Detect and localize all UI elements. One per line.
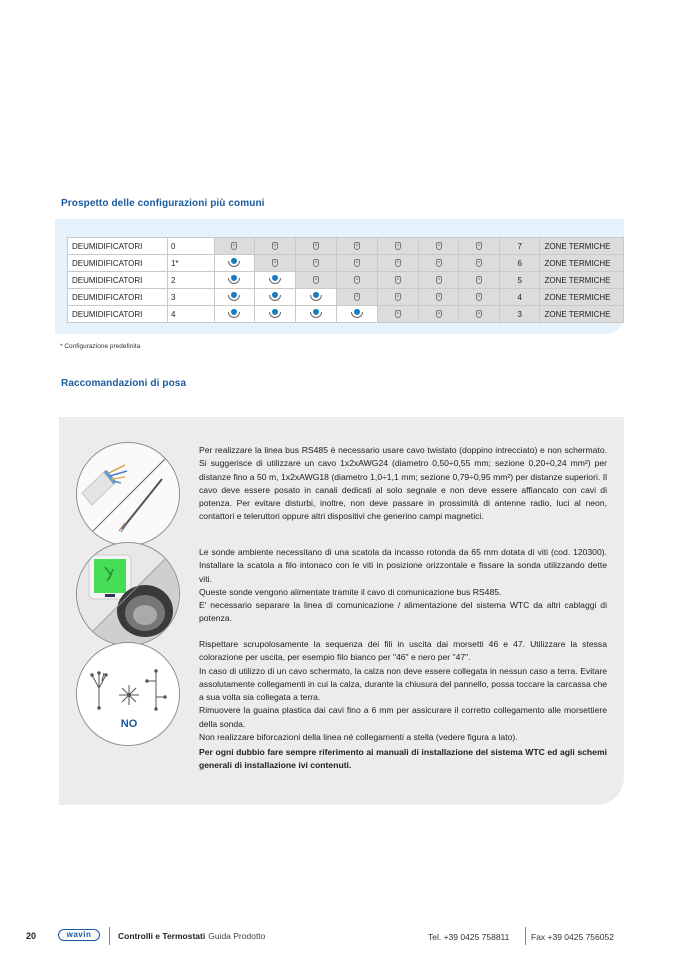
footer-title-bold: Controlli e Termostati (118, 931, 206, 941)
dehumidifier-drop-icon (350, 309, 364, 319)
dehumidifier-drop-icon (227, 275, 241, 285)
thermostat-probe-icon (395, 293, 401, 301)
thermostat-probe-icon (436, 276, 442, 284)
paragraph-sonde-line: Queste sonde vengono alimentate tramite il cavo di comunicazione bus RS485. (199, 586, 502, 597)
thermostat-probe-icon (354, 242, 360, 250)
thermostat-probe-icon (436, 310, 442, 318)
dehumidifier-count: 4 (167, 306, 214, 323)
sonda-image (76, 542, 180, 646)
footer-fax: Fax +39 0425 756052 (531, 932, 614, 942)
thermostat-probe-icon (354, 259, 360, 267)
zone-cell (337, 289, 378, 306)
thermostat-probe-icon (354, 293, 360, 301)
dehumidifier-cell (255, 306, 296, 323)
row-label: DEUMIDIFICATORI (68, 255, 168, 272)
zone-label: ZONE TERMICHE (540, 289, 624, 306)
paragraph-sonde-line: E' necessario separare la linea di comunicazione / alimentazione del sistema WTC da altri cablaggi di potenza. (199, 600, 607, 624)
config-table-row (68, 255, 624, 272)
zone-cell (337, 238, 378, 255)
dehumidifier-cell (296, 289, 337, 306)
thermostat-probe-icon (354, 276, 360, 284)
dehumidifier-count: 2 (167, 272, 214, 289)
paragraph-wiring-line: In caso di utilizzo di un cavo schermato, la calza non deve essere collegata in nessun caso a terra. Evitare assolutamente collegamenti in cui la calza, durante la chiusura del pannello, possa toccare la carcassa che a sua volta sia collegata a terra. (199, 665, 607, 703)
zone-cell (296, 255, 337, 272)
thermostat-probe-icon (395, 242, 401, 250)
row-label: DEUMIDIFICATORI (68, 306, 168, 323)
zone-cell (378, 272, 419, 289)
zone-count: 4 (499, 289, 540, 306)
zone-cell (418, 238, 459, 255)
thermostat-probe-icon (272, 242, 278, 250)
thermostat-probe-icon (476, 259, 482, 267)
dehumidifier-count: 1* (167, 255, 214, 272)
paragraph-wiring-line: Rimuovere la guaina plastica dai cavi fino a 6 mm per assicurare il corretto collegamento alle morsettiere della sonda. (199, 705, 607, 729)
paragraph-cable-text: Per realizzare la linea bus RS485 è necessario usare cavo twistato (doppino intrecciato) e non schermato. Si suggerisce di utilizzare un cavo 1x2xAWG24 (diametro 0,50÷0,55 mm; sezione 0,20÷0,24 mm²) per distanze fino a 50 m, 1x2xAWG18 (diametro 1,0÷1,1 mm; sezione 0,79÷0,95 mm²) per distanze superiori. Il cavo deve essere posato in canali dedicati al solo segnale e non deve essere affiancato con cavi di potenza. Per evitare disturbi, inoltre, non deve passare in prossimità di antenne radio, luci al neon, contattori e teleruttori oppure altri dispositivi che generino campi magnetici. (199, 445, 607, 522)
zone-cell (337, 272, 378, 289)
dehumidifier-cell (214, 289, 255, 306)
footer-title-light: Guida Prodotto (208, 931, 266, 941)
dehumidifier-count: 0 (167, 238, 214, 255)
config-table-panel (55, 219, 624, 334)
thermostat-probe-icon (272, 259, 278, 267)
thermostat-probe-icon (476, 310, 482, 318)
thermostat-probe-icon (476, 293, 482, 301)
zone-cell (378, 289, 419, 306)
zone-cell (418, 306, 459, 323)
page-number: 20 (26, 931, 37, 941)
zone-cell (418, 272, 459, 289)
dehumidifier-drop-icon (227, 292, 241, 302)
zone-cell (459, 238, 500, 255)
config-section-title: Prospetto delle configurazioni più comuni (61, 198, 265, 209)
thermostat-probe-icon (476, 276, 482, 284)
dehumidifier-drop-icon (227, 309, 241, 319)
paragraph-reference-note (199, 746, 607, 773)
wavin-logo: wavin (58, 929, 100, 941)
thermostat-probe-icon (313, 276, 319, 284)
zone-cell (214, 238, 255, 255)
thermostat-probe-icon (395, 259, 401, 267)
zone-count: 5 (499, 272, 540, 289)
dehumidifier-drop-icon (268, 309, 282, 319)
zone-cell (459, 255, 500, 272)
zone-cell (378, 255, 419, 272)
zone-cell (459, 289, 500, 306)
thermostat-probe-icon (436, 293, 442, 301)
dehumidifier-cell (255, 289, 296, 306)
zone-label: ZONE TERMICHE (540, 238, 624, 255)
zone-cell (378, 306, 419, 323)
row-label: DEUMIDIFICATORI (68, 238, 168, 255)
zone-cell (337, 255, 378, 272)
dehumidifier-drop-icon (309, 292, 323, 302)
posa-panel (59, 417, 624, 805)
dehumidifier-cell (337, 306, 378, 323)
dehumidifier-cell (296, 306, 337, 323)
dehumidifier-cell (214, 272, 255, 289)
zone-cell (296, 238, 337, 255)
footer-title (118, 931, 265, 941)
footer-divider (525, 927, 526, 945)
thermostat-probe-icon (313, 242, 319, 250)
dehumidifier-drop-icon (309, 309, 323, 319)
zone-count: 3 (499, 306, 540, 323)
paragraph-sonde (199, 546, 607, 626)
paragraph-wiring-line: Rispettare scrupolosamente la sequenza dei fili in uscita dai morsetti 46 e 47. Utilizzare la stessa colorazione per uscita, per esempio filo bianco per "46" e nero per "47". (199, 639, 607, 663)
zone-count: 7 (499, 238, 540, 255)
posa-section-title: Raccomandazioni di posa (61, 378, 187, 389)
paragraph-sonde-line: Le sonde ambiente necessitano di una scatola da incasso rotonda da 65 mm dotata di viti (cod. 120300). Installare la scatola a filo intonaco con le viti in posizione orizzontale e fissare la sonda utilizzando dette viti. (199, 547, 607, 584)
thermostat-probe-icon (231, 242, 237, 250)
cable-image (76, 442, 180, 546)
zone-cell (459, 306, 500, 323)
zone-cell (459, 272, 500, 289)
zone-cell (255, 255, 296, 272)
footnote: * Configurazione predefinita (60, 343, 141, 350)
zone-cell (418, 255, 459, 272)
thermostat-probe-icon (436, 242, 442, 250)
zone-cell (255, 238, 296, 255)
dehumidifier-drop-icon (227, 258, 241, 268)
zone-label: ZONE TERMICHE (540, 272, 624, 289)
config-table-row (68, 289, 624, 306)
zone-cell (418, 289, 459, 306)
zone-count: 6 (499, 255, 540, 272)
thermostat-probe-icon (395, 276, 401, 284)
thermostat-probe-icon (395, 310, 401, 318)
thermostat-probe-icon (476, 242, 482, 250)
paragraph-wiring (199, 638, 607, 744)
thermostat-probe-icon (313, 259, 319, 267)
no-label: NO (120, 718, 138, 730)
row-label: DEUMIDIFICATORI (68, 272, 168, 289)
paragraph-cable (199, 444, 607, 524)
dehumidifier-drop-icon (268, 292, 282, 302)
paragraph-wiring-line: Non realizzare biforcazioni della linea né collegamenti a stella (vedere figura a lato). (199, 732, 518, 743)
zone-label: ZONE TERMICHE (540, 306, 624, 323)
reference-note-text: Per ogni dubbio fare sempre riferimento ai manuali di installazione del sistema WTC ed agli schemi generali di installazione ivi contenuti. (199, 747, 607, 771)
zone-label: ZONE TERMICHE (540, 255, 624, 272)
no-topology-image (76, 642, 180, 746)
config-table-row (68, 306, 624, 323)
row-label: DEUMIDIFICATORI (68, 289, 168, 306)
dehumidifier-drop-icon (268, 275, 282, 285)
dehumidifier-cell (214, 255, 255, 272)
footer-divider (109, 927, 110, 945)
config-table-row (68, 238, 624, 255)
zone-cell (296, 272, 337, 289)
footer-tel: Tel. +39 0425 758811 (428, 932, 510, 942)
zone-cell (378, 238, 419, 255)
dehumidifier-count: 3 (167, 289, 214, 306)
config-table-row (68, 272, 624, 289)
dehumidifier-cell (214, 306, 255, 323)
config-table (67, 237, 624, 323)
thermostat-probe-icon (436, 259, 442, 267)
dehumidifier-cell (255, 272, 296, 289)
